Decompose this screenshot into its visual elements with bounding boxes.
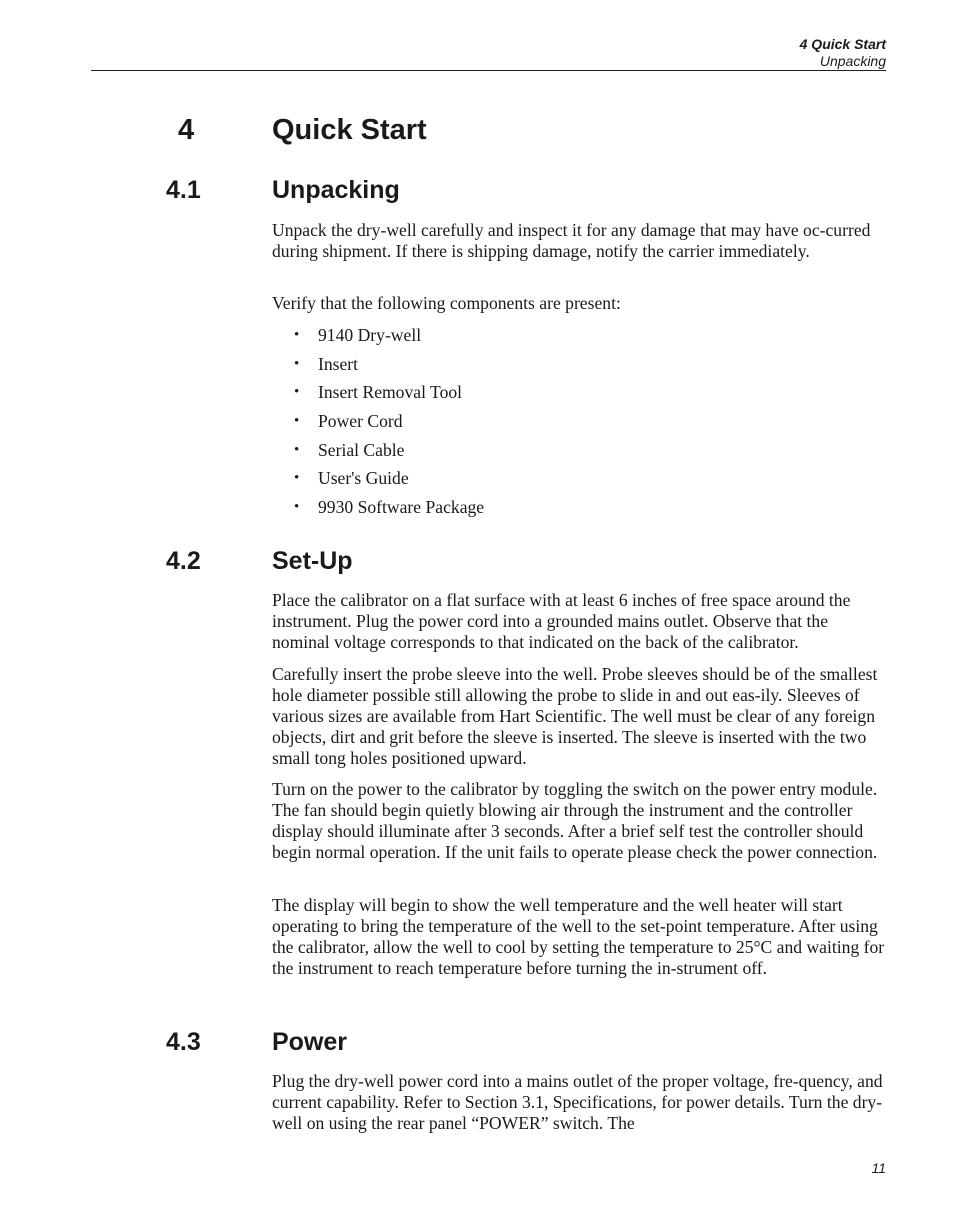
paragraph: Unpack the dry-well carefully and inspect it for any damage that may have oc-curred during shipment. If there is shipping damage, notify the carrier immediately. bbox=[272, 220, 871, 261]
list-item bbox=[294, 411, 484, 440]
list-item bbox=[294, 325, 484, 354]
running-head bbox=[800, 36, 886, 70]
list-item-label: Serial Cable bbox=[318, 439, 405, 460]
section-number: 4.2 bbox=[166, 547, 201, 575]
paragraph: Carefully insert the probe sleeve into the well. Probe sleeves should be of the smallest hole diameter possible still allowing the probe to slide in and out eas-ily. Sleeves of various sizes are available from Hart Scientific. The well must be clear of any foreign objects, dirt and grit before the sleeve is inserted. The sleeve is inserted with the two small tong holes positioned upward. bbox=[272, 664, 878, 768]
chapter-title: Quick Start bbox=[272, 114, 427, 146]
section-title: Set-Up bbox=[272, 547, 353, 575]
components-list bbox=[294, 325, 484, 526]
list-item bbox=[294, 497, 484, 526]
paragraph: Turn on the power to the calibrator by toggling the switch on the power entry module. The fan should begin quietly blowing air through the instrument and the controller display should illuminate after 3 seconds. After a brief self test the controller should begin normal operation. If the unit fails to operate please check the power connection. bbox=[272, 779, 878, 862]
bullet-icon: • bbox=[294, 355, 300, 372]
section-title: Power bbox=[272, 1028, 348, 1056]
chapter-number: 4 bbox=[178, 114, 195, 146]
list-item-label: Insert Removal Tool bbox=[318, 382, 463, 403]
bullet-icon: • bbox=[294, 470, 300, 487]
bullet-icon: • bbox=[294, 441, 300, 458]
list-item bbox=[294, 382, 484, 411]
list-item-label: 9140 Dry-well bbox=[318, 325, 422, 345]
header-rule bbox=[91, 70, 886, 71]
section-title: Unpacking bbox=[272, 176, 400, 204]
bullet-icon: • bbox=[294, 327, 300, 343]
paragraph: Plug the dry-well power cord into a mains outlet of the proper voltage, fre-quency, and current capability. Refer to Section 3.1, Specifications, for power details. Turn the dry-well on using the rear panel “POWER” switch. The bbox=[272, 1071, 883, 1133]
paragraph: Place the calibrator on a flat surface with at least 6 inches of free space around the instrument. Plug the power cord into a grounded mains outlet. Observe that the nominal voltage corresponds to that indicated on the back of the calibrator. bbox=[272, 590, 851, 652]
paragraph: The display will begin to show the well temperature and the well heater will start operating to bring the temperature of the well to the set-point temperature. After using the calibrator, allow the well to cool by setting the temperature to 25°C and waiting for the instrument to reach temperature before turning the in-strument off. bbox=[272, 895, 885, 978]
list-item-label: Insert bbox=[318, 353, 359, 374]
bullet-icon: • bbox=[294, 413, 300, 430]
section-number: 4.1 bbox=[166, 176, 201, 204]
running-head-section: Unpacking bbox=[819, 53, 886, 69]
section-number: 4.3 bbox=[166, 1028, 201, 1056]
list-item-label: Power Cord bbox=[318, 411, 403, 432]
bullet-icon: • bbox=[294, 499, 300, 516]
bullet-icon: • bbox=[294, 384, 300, 401]
paragraph: Verify that the following components are present: bbox=[272, 293, 621, 313]
running-head-chapter: 4 Quick Start bbox=[799, 36, 886, 52]
list-item bbox=[294, 440, 484, 469]
page-number: 11 bbox=[871, 1160, 886, 1176]
list-item-label: User's Guide bbox=[318, 468, 409, 489]
list-item bbox=[294, 354, 484, 383]
list-item bbox=[294, 468, 484, 497]
list-item-label: 9930 Software Package bbox=[318, 497, 485, 518]
